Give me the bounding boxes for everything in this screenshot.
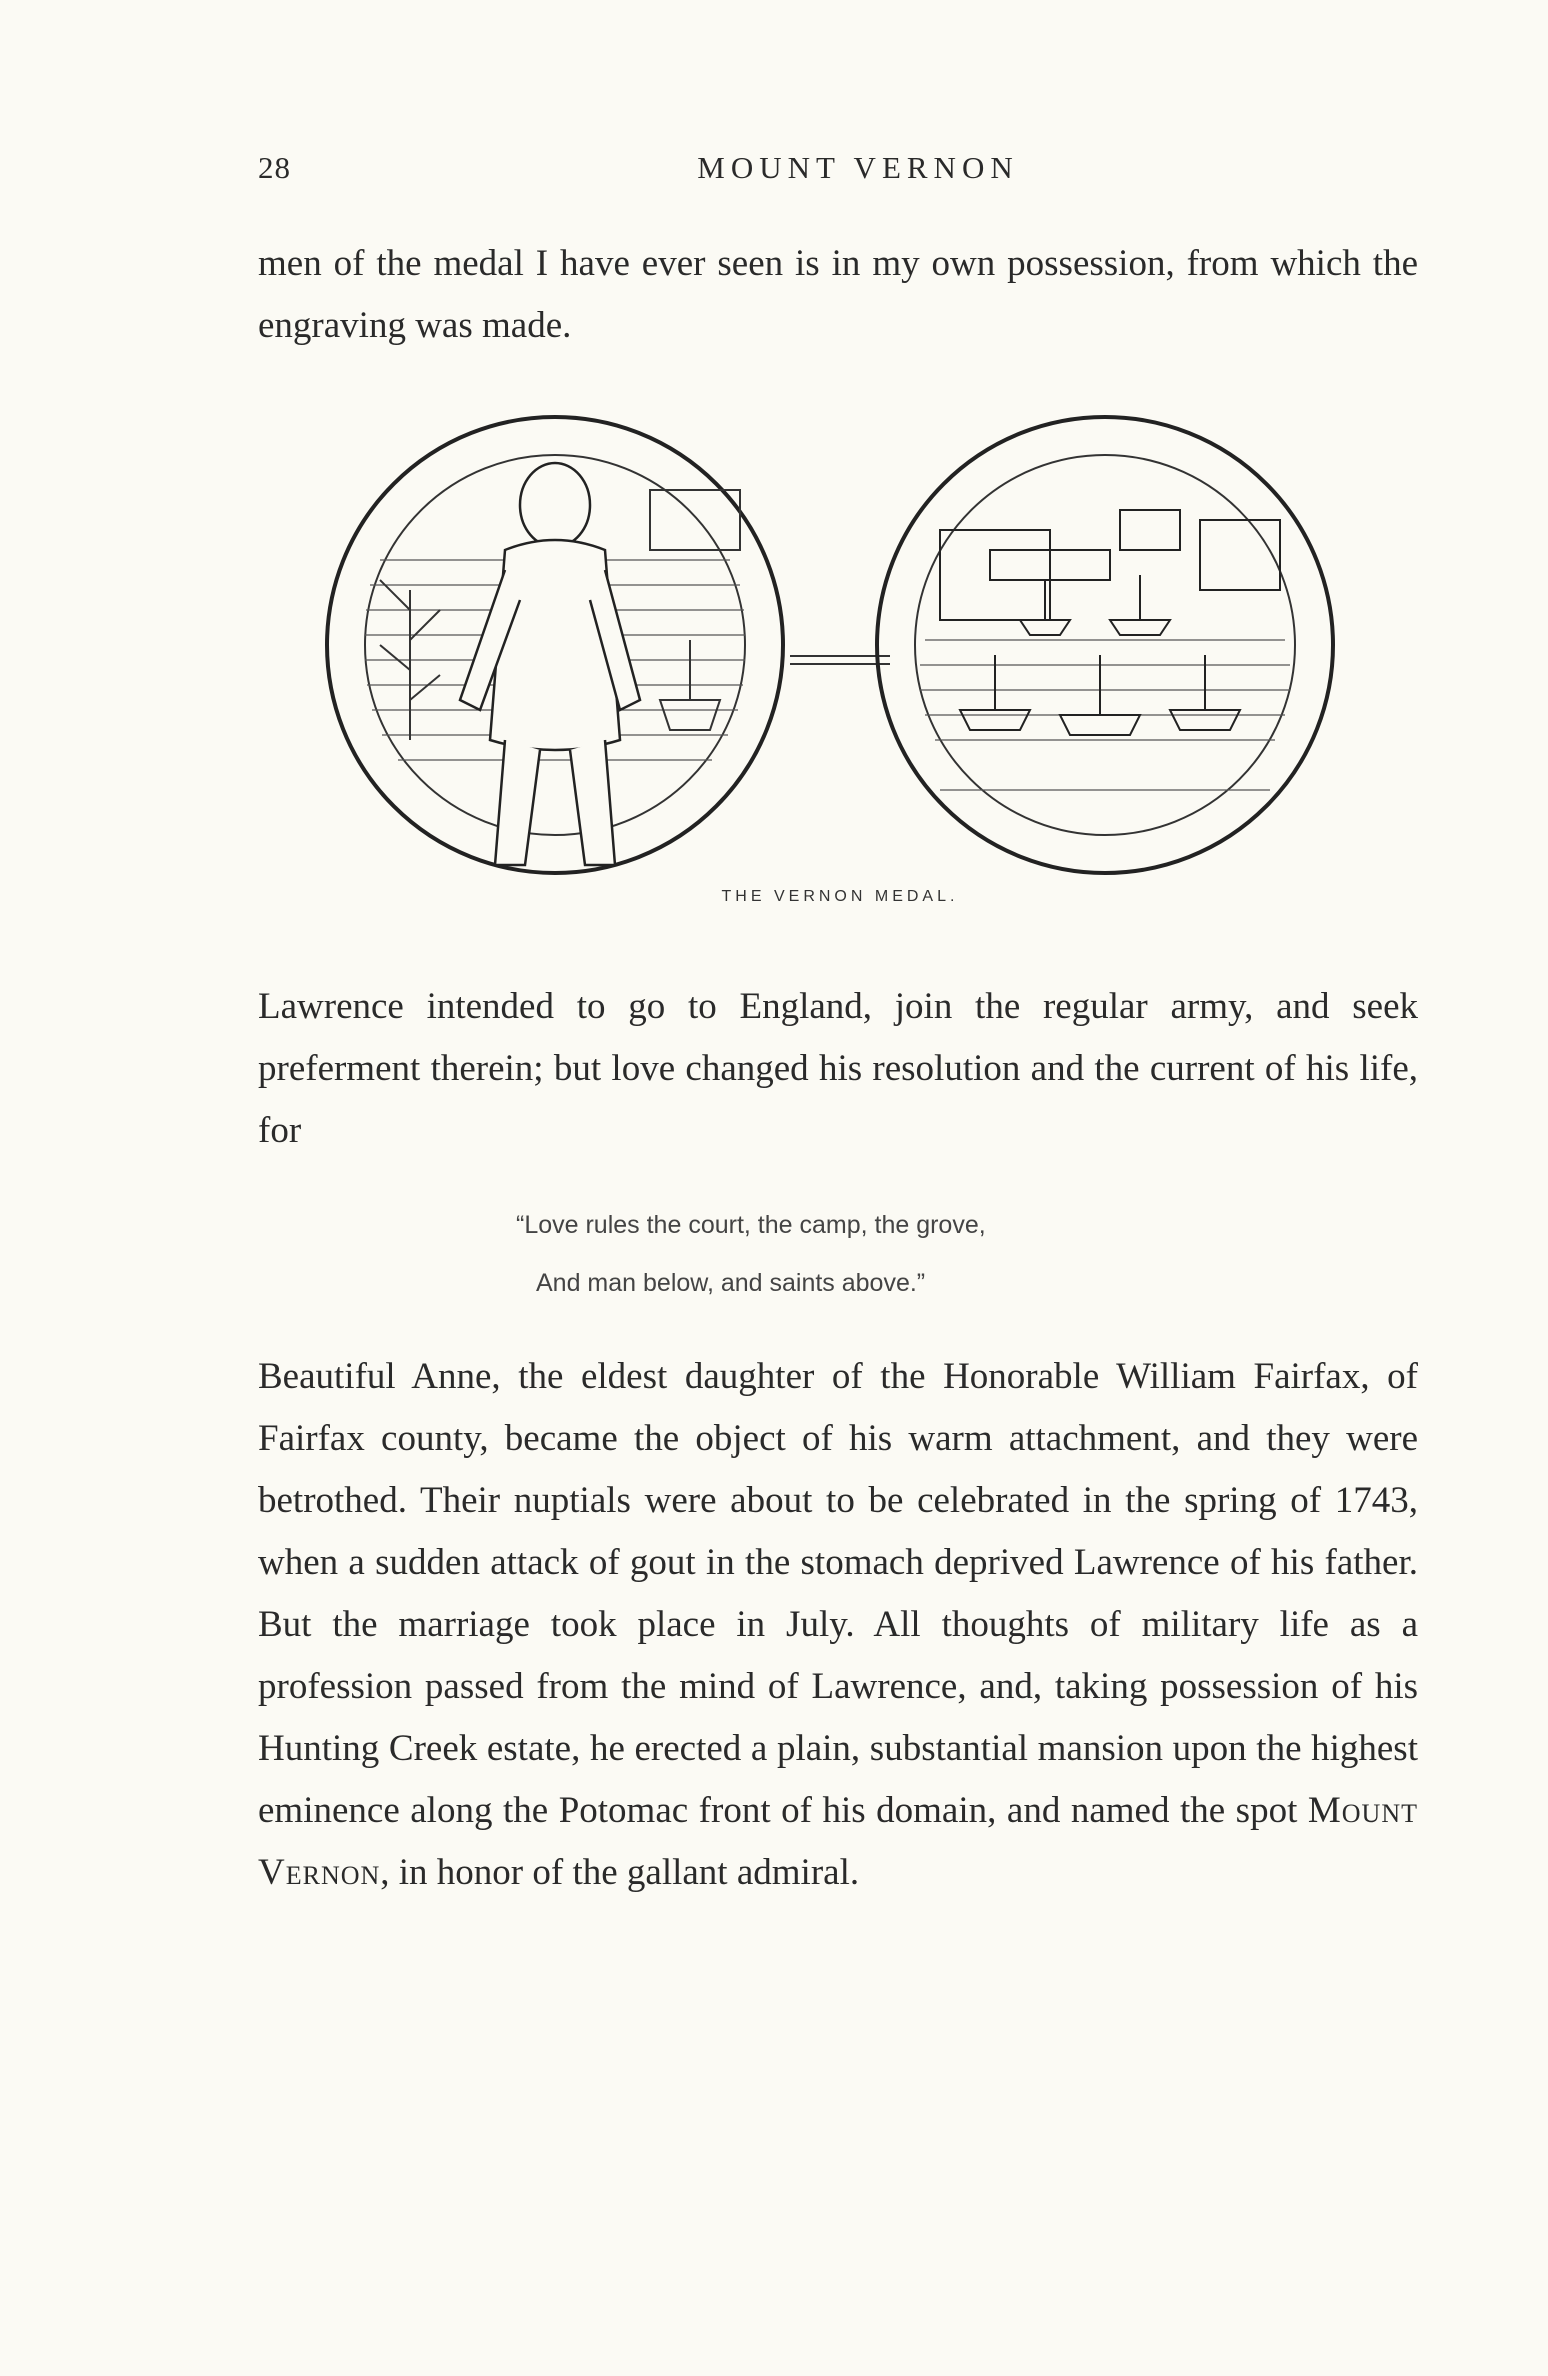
verse-quotation [258,1196,1418,1312]
medal-obverse-illustration [320,410,790,880]
intro-paragraph: men of the medal I have ever seen is in my own possession, from which the engraving was made. [258,243,1418,346]
verse-line: “Love rules the court, the camp, the grove, [516,1211,986,1239]
page-number: 28 [258,150,291,185]
verse-line: And man below, and saints above.” [536,1269,926,1297]
vernon-medal-figure [320,400,1360,920]
running-title: MOUNT VERNON [697,150,1019,185]
paragraph-text: Beautiful Anne, the eldest daughter of the Honorable William Fairfax, of Fairfax county, became the object of his warm attachment, and they were betrothed. Their nuptials were about to be celebrated in the spring of 1743, when a sudden attack of gout in the stomach deprived Lawrence of his father. But the marriage took place in July. All thoughts of military life as a profession passed from the mind of Lawrence, and, taking possession of his Hunting Creek estate, he erected a plain, substantial mansion upon the highest eminence along the Potomac front of his domain, and named the spot [258,1356,1418,1831]
figure-caption: THE VERNON MEDAL. [721,888,959,905]
place-name-mount-vernon: Mount Vernon [258,1790,1418,1893]
paragraph-anne [258,1346,1418,1904]
running-head [258,150,1418,200]
paragraph-lawrence: Lawrence intended to go to England, join the regular army, and seek preferment therein; but love changed his resolution and the current of his life, for [258,986,1418,1151]
paragraph-text: , in honor of the gallant admiral. [380,1852,860,1893]
medal-reverse-illustration [870,410,1340,880]
